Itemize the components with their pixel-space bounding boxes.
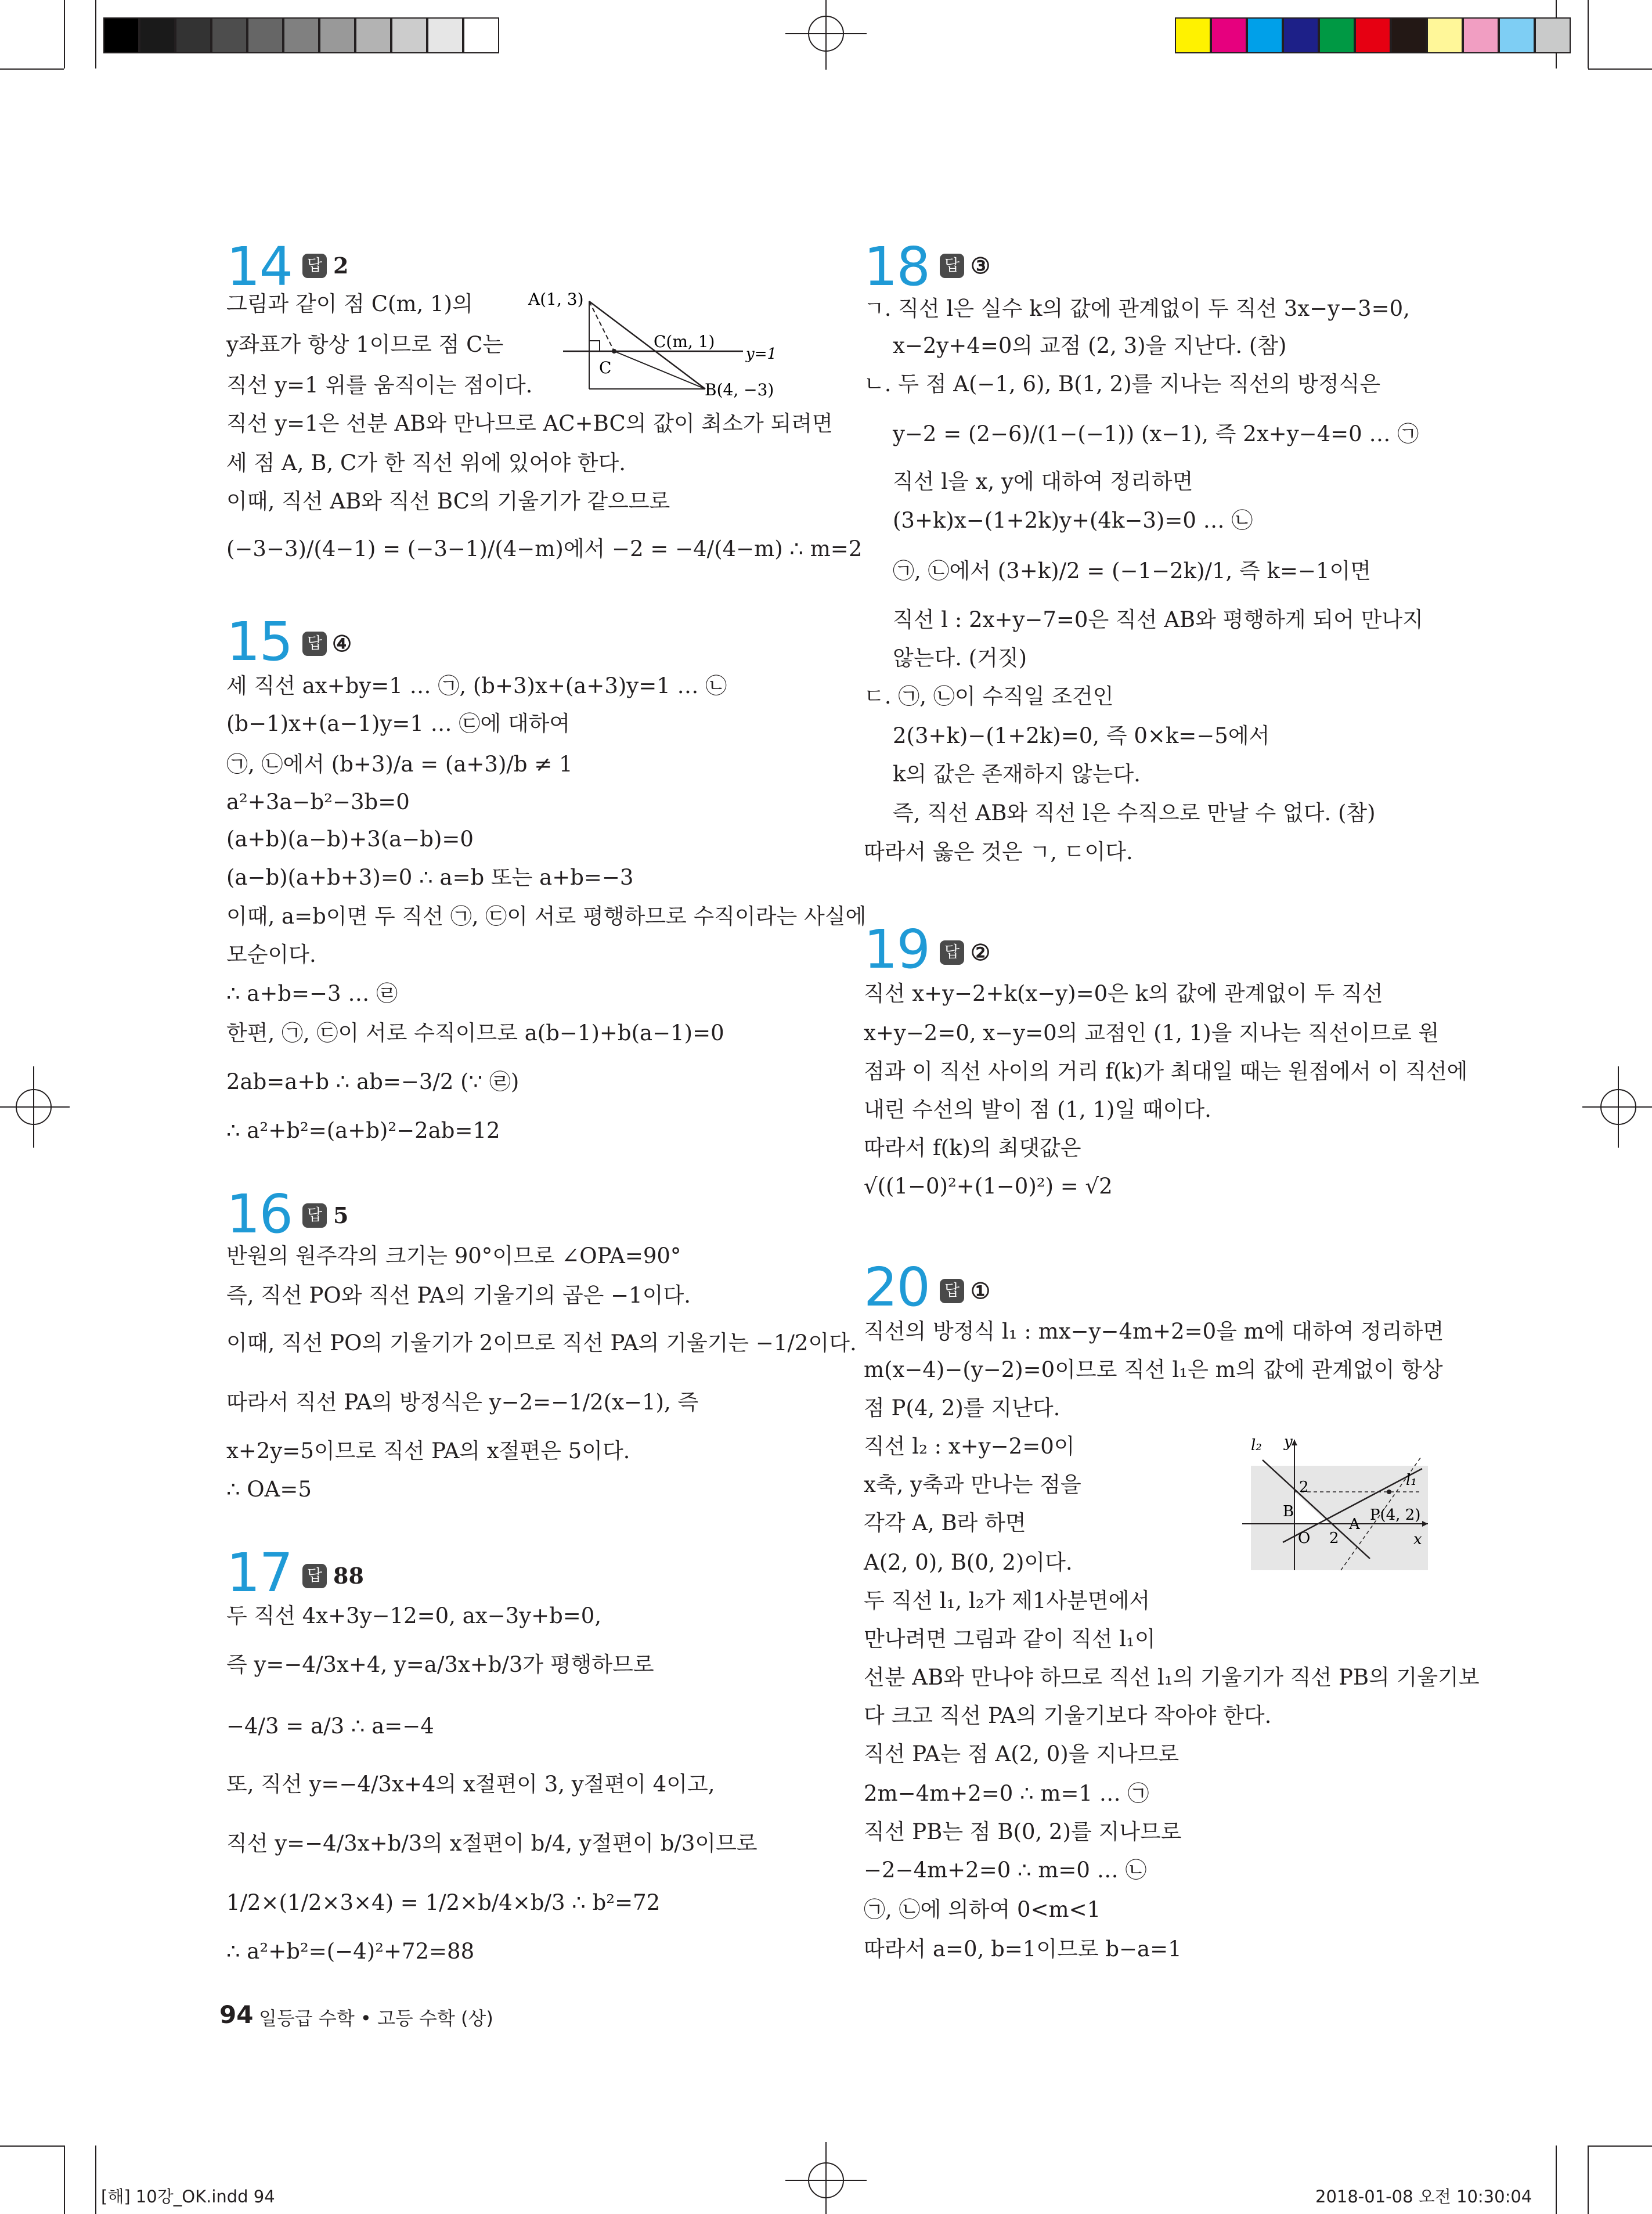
text-line: y−2 = (2−6)/(1−(−1)) (x−1), 즉 2x+y−4=0 … ㉠ bbox=[893, 421, 1419, 446]
text-line: ∴ a²+b²=(−4)²+72=88 bbox=[226, 1939, 475, 1964]
answer: ① bbox=[971, 1278, 991, 1304]
answer-badge: 답 bbox=[302, 1564, 327, 1588]
text-line: 2(3+k)−(1+2k)=0, 즉 0×k=−5에서 bbox=[893, 723, 1270, 748]
label-2-y: 2 bbox=[1299, 1479, 1309, 1496]
answer: 88 bbox=[333, 1563, 364, 1589]
text-line: 직선 PB는 점 B(0, 2)를 지나므로 bbox=[864, 1819, 1182, 1844]
color-swatch bbox=[1319, 17, 1355, 53]
text-line: ㉠, ㉡에 의하여 0<m<1 bbox=[864, 1897, 1101, 1922]
text-line: 만나려면 그림과 같이 직선 l₁이 bbox=[864, 1627, 1156, 1652]
text-line: 직선 PA는 점 A(2, 0)을 지나므로 bbox=[864, 1741, 1180, 1766]
text-line: ㄴ. 두 점 A(−1, 6), B(1, 2)를 지나는 직선의 방정식은 bbox=[864, 372, 1381, 396]
text-line: 즉 y=−4/3x+4, y=a/3x+b/3가 평행하므로 bbox=[226, 1652, 654, 1677]
text-line: −4/3 = a/3 ∴ a=−4 bbox=[226, 1714, 434, 1739]
text-line: 직선 l : 2x+y−7=0은 직선 AB와 평행하게 되어 만나지 bbox=[893, 607, 1423, 632]
figure-20-lines bbox=[1236, 1434, 1434, 1591]
text-line: 직선 l₂ : x+y−2=0이 bbox=[864, 1434, 1075, 1459]
label-y1: y=1 bbox=[746, 345, 777, 363]
answer-badge: 답 bbox=[940, 940, 964, 965]
text-line: 점과 이 직선 사이의 거리 f(k)가 최대일 때는 원점에서 이 직선에 bbox=[864, 1059, 1468, 1084]
print-date: 2018-01-08 오전 10:30:04 bbox=[1315, 2187, 1532, 2206]
text-line: −2−4m+2=0 ∴ m=0 … ㉡ bbox=[864, 1858, 1147, 1883]
text-line: 점 P(4, 2)를 지난다. bbox=[864, 1396, 1061, 1420]
text-line: 반원의 원주각의 크기는 90°이므로 ∠OPA=90° bbox=[226, 1243, 681, 1268]
color-swatch bbox=[1463, 17, 1499, 53]
text-line: 직선 y=1은 선분 AB와 만나므로 AC+BC의 값이 최소가 되려면 bbox=[226, 411, 833, 436]
text-line: 따라서 직선 PA의 방정식은 y−2=−1/2(x−1), 즉 bbox=[226, 1390, 699, 1415]
gray-swatch bbox=[211, 17, 247, 53]
text-line: ㉠, ㉡에서 (b+3)/a = (a+3)/b ≠ 1 bbox=[226, 752, 573, 777]
gray-swatch bbox=[427, 17, 463, 53]
text-line: 2m−4m+2=0 ∴ m=1 … ㉠ bbox=[864, 1781, 1149, 1806]
label-B: B bbox=[1283, 1503, 1294, 1520]
label-C-short: C bbox=[599, 358, 612, 377]
answer-badge: 답 bbox=[302, 632, 327, 656]
text-line: y좌표가 항상 1이므로 점 C는 bbox=[226, 332, 504, 357]
text-line: 그림과 같이 점 C(m, 1)의 bbox=[226, 291, 473, 316]
text-line: 세 점 A, B, C가 한 직선 위에 있어야 한다. bbox=[226, 450, 626, 475]
text-line: ㉠, ㉡에서 (3+k)/2 = (−1−2k)/1, 즉 k=−1이면 bbox=[893, 558, 1371, 583]
gray-swatch bbox=[175, 17, 211, 53]
label-B: B(4, −3) bbox=[705, 380, 774, 399]
gray-swatch bbox=[139, 17, 175, 53]
gray-swatch bbox=[283, 17, 319, 53]
text-line: 선분 AB와 만나야 하므로 직선 l₁의 기울기가 직선 PB의 기울기보 bbox=[864, 1665, 1480, 1690]
text-line: 즉, 직선 AB와 직선 l은 수직으로 만날 수 없다. (참) bbox=[893, 800, 1376, 825]
label-x-axis: x bbox=[1413, 1531, 1422, 1548]
text-line: 따라서 f(k)의 최댓값은 bbox=[864, 1135, 1081, 1160]
answer: ② bbox=[971, 939, 991, 965]
text-line: 따라서 a=0, b=1이므로 b−a=1 bbox=[864, 1937, 1182, 1961]
color-swatch bbox=[1535, 17, 1571, 53]
text-line: (3+k)x−(1+2k)y+(4k−3)=0 … ㉡ bbox=[893, 508, 1253, 533]
text-line: 내린 수선의 발이 점 (1, 1)일 때이다. bbox=[864, 1097, 1211, 1122]
text-line: 한편, ㉠, ㉢이 서로 수직이므로 a(b−1)+b(a−1)=0 bbox=[226, 1021, 724, 1045]
answer: ③ bbox=[971, 253, 991, 279]
text-line: x+y−2=0, x−y=0의 교점인 (1, 1)을 지나는 직선이므로 원 bbox=[864, 1021, 1440, 1045]
text-line: ∴ OA=5 bbox=[226, 1477, 312, 1502]
text-line: A(2, 0), B(0, 2)이다. bbox=[864, 1550, 1073, 1575]
gray-swatch bbox=[355, 17, 391, 53]
problem-number: 19 bbox=[864, 918, 930, 980]
text-line: k의 값은 존재하지 않는다. bbox=[893, 762, 1141, 787]
text-line: 직선 l을 x, y에 대하여 정리하면 bbox=[893, 469, 1193, 494]
color-swatch bbox=[1283, 17, 1319, 53]
text-line: 2ab=a+b ∴ ab=−3/2 (∵ ㉣) bbox=[226, 1069, 520, 1094]
color-swatch bbox=[1391, 17, 1427, 53]
color-swatch bbox=[1175, 17, 1211, 53]
gray-swatch bbox=[319, 17, 355, 53]
label-O: O bbox=[1298, 1530, 1311, 1547]
text-line: ㄱ. 직선 l은 실수 k의 값에 관계없이 두 직선 3x−y−3=0, bbox=[864, 296, 1410, 321]
problem-number: 17 bbox=[226, 1542, 293, 1604]
figure-14-triangle bbox=[511, 287, 789, 403]
text-line: 직선 y=1 위를 움직이는 점이다. bbox=[226, 373, 533, 398]
answer-badge: 답 bbox=[302, 1203, 327, 1228]
text-line: (a−b)(a+b+3)=0 ∴ a=b 또는 a+b=−3 bbox=[226, 865, 634, 890]
answer: 5 bbox=[333, 1202, 349, 1228]
problem-number: 14 bbox=[226, 236, 293, 298]
gray-swatch bbox=[103, 17, 139, 53]
text-line: 이때, 직선 PO의 기울기가 2이므로 직선 PA의 기울기는 −1/2이다. bbox=[226, 1330, 857, 1355]
file-slug: [해] 10강_OK.indd 94 bbox=[101, 2187, 275, 2206]
label-C: C(m, 1) bbox=[654, 332, 715, 351]
text-line: m(x−4)−(y−2)=0이므로 직선 l₁은 m의 값에 관계없이 항상 bbox=[864, 1357, 1443, 1382]
label-2-x: 2 bbox=[1329, 1530, 1339, 1547]
text-line: (−3−3)/(4−1) = (−3−1)/(4−m)에서 −2 = −4/(4−m) ∴ m=2 bbox=[226, 536, 863, 561]
problem-number: 15 bbox=[226, 611, 293, 673]
color-swatch bbox=[1499, 17, 1535, 53]
answer-badge: 답 bbox=[302, 254, 327, 278]
text-line: 세 직선 ax+by=1 … ㉠, (b+3)x+(a+3)y=1 … ㉡ bbox=[226, 673, 727, 698]
color-swatch bbox=[1211, 17, 1247, 53]
text-line: 모순이다. bbox=[226, 942, 316, 967]
text-line: x−2y+4=0의 교점 (2, 3)을 지난다. (참) bbox=[893, 333, 1287, 358]
answer: 2 bbox=[333, 253, 349, 279]
text-line: ∴ a²+b²=(a+b)²−2ab=12 bbox=[226, 1118, 500, 1143]
color-swatch bbox=[1427, 17, 1463, 53]
answer-badge: 답 bbox=[940, 254, 964, 278]
text-line: 즉, 직선 PO와 직선 PA의 기울기의 곱은 −1이다. bbox=[226, 1283, 691, 1308]
text-line: 이때, 직선 AB와 직선 BC의 기울기가 같으므로 bbox=[226, 489, 670, 514]
text-line: 직선 x+y−2+k(x−y)=0은 k의 값에 관계없이 두 직선 bbox=[864, 981, 1383, 1006]
text-line: 다 크고 직선 PA의 기울기보다 작아야 한다. bbox=[864, 1703, 1272, 1728]
label-A: A(1, 3) bbox=[528, 290, 584, 309]
problem-number: 20 bbox=[864, 1256, 930, 1318]
page-number: 94 bbox=[219, 2000, 254, 2029]
label-l2: l₂ bbox=[1251, 1437, 1262, 1454]
text-line: 직선 y=−4/3x+b/3의 x절편이 b/4, y절편이 b/3이므로 bbox=[226, 1831, 758, 1856]
text-line: (a+b)(a−b)+3(a−b)=0 bbox=[226, 827, 474, 852]
label-y-axis: y bbox=[1284, 1434, 1293, 1451]
text-line: ㄷ. ㉠, ㉡이 수직일 조건인 bbox=[864, 684, 1114, 709]
text-line: 않는다. (거짓) bbox=[893, 646, 1027, 670]
gray-swatch bbox=[463, 17, 499, 53]
text-line: 각각 A, B라 하면 bbox=[864, 1510, 1026, 1535]
gray-swatch bbox=[391, 17, 427, 53]
text-line: 두 직선 l₁, l₂가 제1사분면에서 bbox=[864, 1588, 1150, 1613]
label-A: A bbox=[1349, 1516, 1360, 1533]
text-line: 직선의 방정식 l₁ : mx−y−4m+2=0을 m에 대하여 정리하면 bbox=[864, 1319, 1444, 1344]
text-line: 따라서 옳은 것은 ㄱ, ㄷ이다. bbox=[864, 839, 1133, 864]
text-line: a²+3a−b²−3b=0 bbox=[226, 789, 410, 814]
text-line: 두 직선 4x+3y−12=0, ax−3y+b=0, bbox=[226, 1603, 602, 1628]
text-line: 이때, a=b이면 두 직선 ㉠, ㉢이 서로 평행하므로 수직이라는 사실에 bbox=[226, 904, 867, 929]
label-P: P(4, 2) bbox=[1370, 1506, 1421, 1524]
label-l1: l₁ bbox=[1406, 1472, 1417, 1489]
text-line: x+2y=5이므로 직선 PA의 x절편은 5이다. bbox=[226, 1438, 630, 1463]
answer: ④ bbox=[332, 630, 352, 657]
color-swatch bbox=[1247, 17, 1283, 53]
text-line: x축, y축과 만나는 점을 bbox=[864, 1472, 1081, 1497]
gray-swatch bbox=[247, 17, 283, 53]
text-line: 1/2×(1/2×3×4) = 1/2×b/4×b/3 ∴ b²=72 bbox=[226, 1890, 661, 1915]
text-line: √((1−0)²+(1−0)²) = √2 bbox=[864, 1174, 1113, 1199]
color-swatch bbox=[1355, 17, 1391, 53]
book-title: 일등급 수학 • 고등 수학 (상) bbox=[259, 2007, 493, 2029]
problem-number: 18 bbox=[864, 236, 930, 298]
text-line: ∴ a+b=−3 … ㉣ bbox=[226, 981, 398, 1006]
text-line: (b−1)x+(a−1)y=1 … ㉢에 대하여 bbox=[226, 711, 571, 736]
problem-number: 16 bbox=[226, 1183, 293, 1245]
answer-badge: 답 bbox=[940, 1279, 964, 1303]
text-line: 또, 직선 y=−4/3x+4의 x절편이 3, y절편이 4이고, bbox=[226, 1772, 715, 1797]
